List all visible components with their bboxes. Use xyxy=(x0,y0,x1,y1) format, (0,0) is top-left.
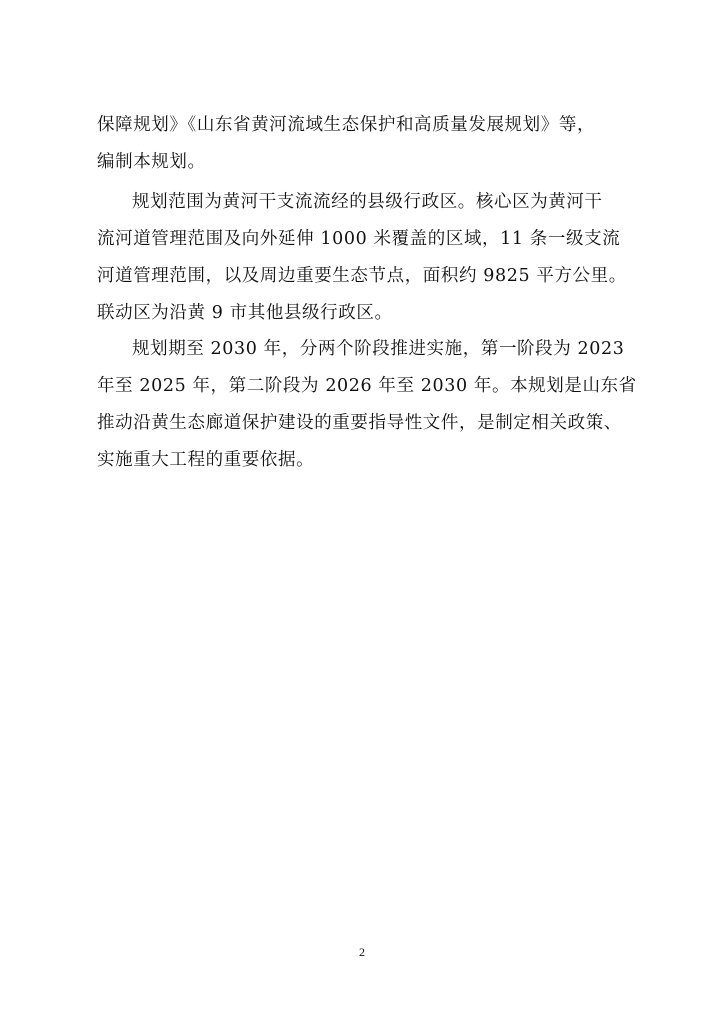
paragraph-3-line-3: 推动沿黄生态廊道保护建设的重要指导性文件，是制定相关政策、 xyxy=(97,413,622,433)
paragraph-2-line-3: 河道管理范围，以及周边重要生态节点，面积约 9825 平方公里。 xyxy=(97,266,627,286)
paragraph-2-line-4: 联动区为沿黄 9 市其他县级行政区。 xyxy=(97,303,393,323)
paragraph-1-line-2: 编制本规划。 xyxy=(97,152,206,172)
paragraph-3-line-1: 规划期至 2030 年，分两个阶段推进实施，第一阶段为 2023 xyxy=(132,339,625,359)
paragraph-3-line-4: 实施重大工程的重要依据。 xyxy=(97,450,315,470)
page-number: 2 xyxy=(359,945,365,959)
paragraph-2-line-2: 流河道管理范围及向外延伸 1000 米覆盖的区域，11 条一级支流 xyxy=(97,229,621,249)
paragraph-1-line-1: 保障规划》《山东省黄河流域生态保护和高质量发展规划》等， xyxy=(97,115,596,135)
paragraph-3-line-2: 年至 2025 年，第二阶段为 2026 年至 2030 年。本规划是山东省 xyxy=(97,376,637,396)
paragraph-2-line-1: 规划范围为黄河干支流流经的县级行政区。核心区为黄河干 xyxy=(132,192,603,212)
